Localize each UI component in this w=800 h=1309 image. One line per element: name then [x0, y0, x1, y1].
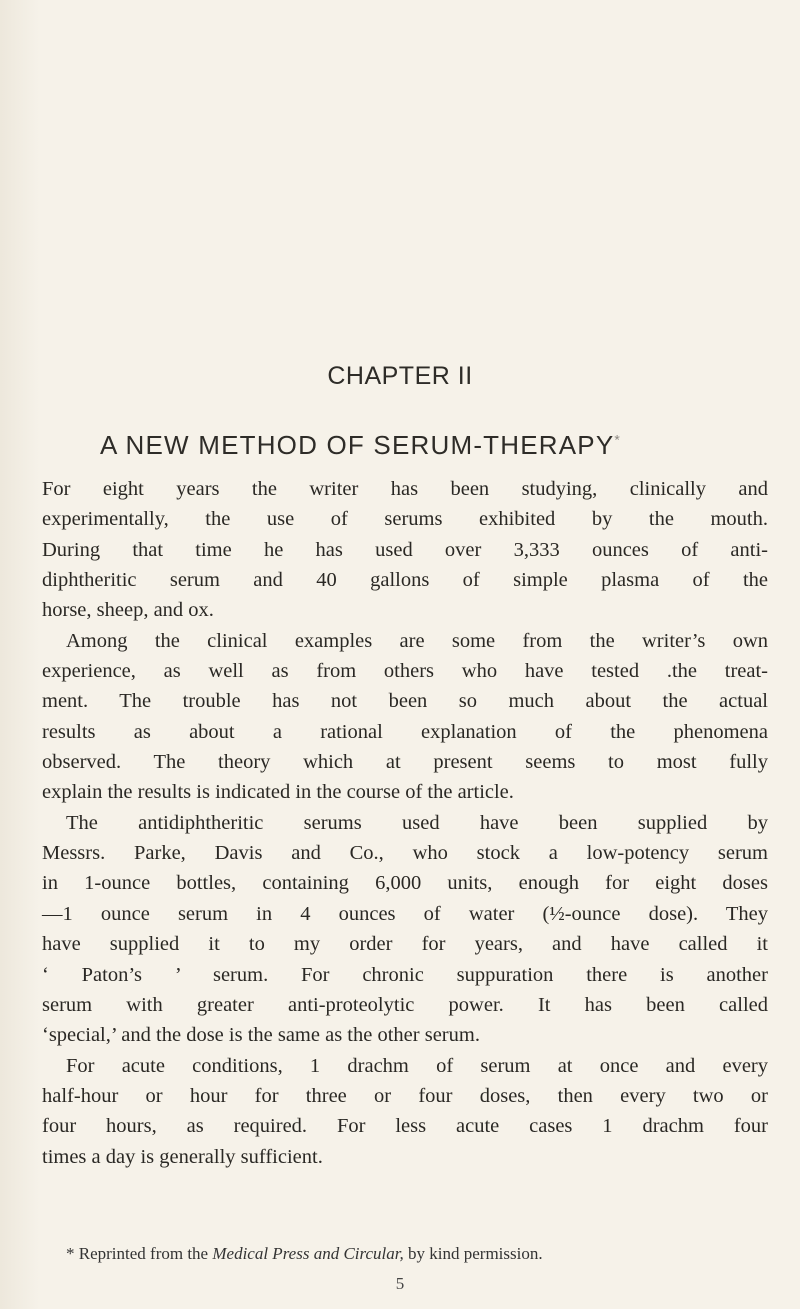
text-line: observed. The theory which at present seems to most fully: [42, 751, 768, 774]
text-line: explain the results is indicated in the course of the article.: [42, 781, 514, 804]
chapter-title: [100, 430, 760, 461]
text-line: half-hour or hour for three or four doses, then every two or: [42, 1084, 768, 1107]
text-line: in 1-ounce bottles, containing 6,000 units, enough for eight doses: [42, 872, 768, 895]
text-line: results as about a rational explanation of the phenomena: [42, 720, 768, 743]
chapter-heading: CHAPTER II: [327, 362, 473, 390]
text-line: ‘special,’ and the dose is the same as the other serum.: [42, 1024, 480, 1047]
footnote-reference-mark: *: [614, 431, 620, 448]
text-line: experience, as well as from others who have tested .the treat-: [42, 660, 768, 683]
text-line: ‘ Paton’s ’ serum. For chronic suppuration there is another: [42, 963, 768, 986]
text-line: —1 ounce serum in 4 ounces of water (½-ounce dose). They: [42, 902, 768, 925]
text-line: times a day is generally sufficient.: [42, 1145, 323, 1168]
text-line: diphtheritic serum and 40 gallons of simple plasma of the: [42, 569, 768, 592]
text-line: experimentally, the use of serums exhibited by the mouth.: [42, 508, 768, 531]
body-text: [42, 474, 768, 1172]
footnote-source: Medical Press and Circular,: [212, 1244, 404, 1263]
text-line: For acute conditions, 1 drachm of serum at once and every: [66, 1054, 768, 1077]
text-line: Messrs. Parke, Davis and Co., who stock a low-potency serum: [42, 842, 768, 865]
footnote-marker: *: [66, 1244, 75, 1263]
text-line: serum with greater anti-proteolytic power. It has been called: [42, 993, 768, 1016]
text-line: Among the clinical examples are some from the writer’s own: [66, 629, 768, 652]
text-line: have supplied it to my order for years, and have called it: [42, 933, 768, 956]
text-line: four hours, as required. For less acute cases 1 drachm four: [42, 1115, 768, 1138]
text-line: ment. The trouble has not been so much about the actual: [42, 690, 768, 713]
footnote-prefix: Reprinted from the: [78, 1244, 209, 1263]
text-line: For eight years the writer has been studying, clinically and: [42, 478, 768, 500]
text-line: During that time he has used over 3,333 ounces of anti-: [42, 538, 768, 561]
chapter-title-text: A NEW METHOD OF SERUM-THERAPY: [100, 430, 615, 460]
page-number: 5: [395, 1274, 405, 1293]
footnote-suffix: by kind permission.: [408, 1244, 543, 1263]
text-line: The antidiphtheritic serums used have been supplied by: [66, 811, 768, 834]
footnote: [66, 1244, 766, 1264]
text-line: horse, sheep, and ox.: [42, 599, 214, 622]
